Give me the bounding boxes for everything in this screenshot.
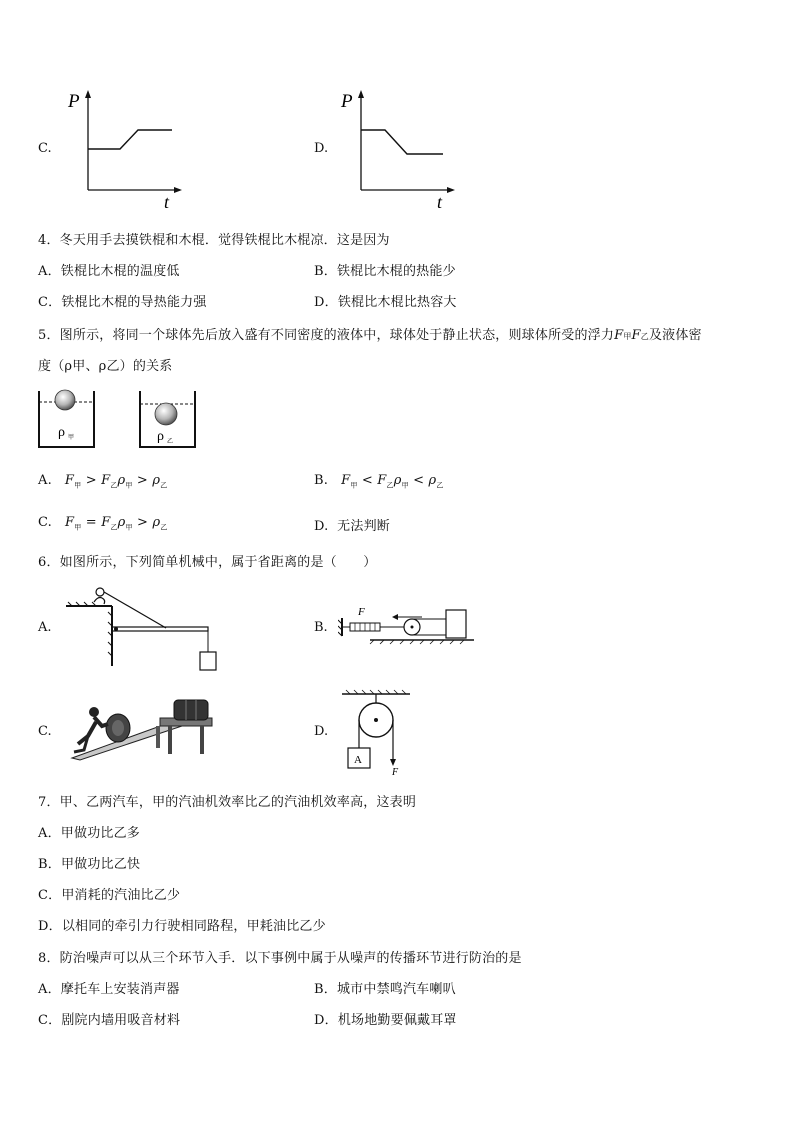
q7-option-b[interactable]: B．甲做功比乙快 bbox=[38, 857, 141, 872]
force-label: F bbox=[358, 606, 365, 618]
question-8-stem: 8．防治噪声可以从三个环节入手．以下事例中属于从噪声的传播环节进行防治的是 bbox=[38, 951, 522, 966]
q8-option-d[interactable]: D．机场地勤要佩戴耳罩 bbox=[314, 1013, 457, 1028]
q8-option-c[interactable]: C．剧院内墙用吸音材料 bbox=[38, 1013, 181, 1028]
q5-option-d[interactable]: D. 无法判断 bbox=[314, 519, 390, 534]
q5-figure bbox=[36, 388, 216, 452]
q6-figure-a-lever bbox=[64, 578, 224, 678]
force-label: F bbox=[392, 767, 399, 776]
svg-text:乙: 乙 bbox=[167, 439, 174, 445]
q6-figure-c-ramp bbox=[64, 696, 224, 764]
q8-option-a[interactable]: A．摩托车上安装消声器 bbox=[38, 982, 180, 997]
question-6-stem: 6．如图所示，下列简单机械中，属于省距离的是（ ） bbox=[38, 555, 377, 570]
q5-option-b[interactable]: B. $F_甲 < F_乙\rho_甲 < \rho_乙$ bbox=[314, 473, 444, 490]
question-7-stem: 7．甲、乙两汽车，甲的汽油机效率比乙的汽油机效率高，这表明 bbox=[38, 795, 417, 810]
block bbox=[446, 610, 466, 638]
q5-option-a[interactable]: A. $F_甲 > F_乙\rho_甲 > \rho_乙$ bbox=[38, 473, 168, 490]
q5-option-c[interactable]: C. $F_甲 = F_乙\rho_甲 > \rho_乙$ bbox=[38, 515, 168, 532]
barrel-top bbox=[174, 700, 208, 720]
q7-option-a[interactable]: A．甲做功比乙多 bbox=[38, 826, 140, 841]
q4-option-d[interactable]: D．铁棍比木棍比热容大 bbox=[314, 295, 457, 310]
question-5-stem-line1: 5．图所示，将同一个球体先后放入盛有不同密度的液体中，球体处于静止状态，则球体所受的浮力F甲F乙及液体密 bbox=[38, 328, 702, 343]
q4-option-a[interactable]: A．铁棍比木棍的温度低 bbox=[38, 264, 180, 279]
svg-text:甲: 甲 bbox=[68, 435, 75, 441]
question-4-stem: 4．冬天用手去摸铁棍和木棍．觉得铁棍比木棍凉．这是因为 bbox=[38, 233, 390, 248]
q7-option-c[interactable]: C．甲消耗的汽油比乙少 bbox=[38, 888, 181, 903]
ball-left bbox=[55, 390, 75, 410]
p-t-curve bbox=[361, 130, 443, 154]
q8-option-b[interactable]: B．城市中禁鸣汽车喇叭 bbox=[314, 982, 456, 997]
option-c-letter: C. bbox=[38, 141, 52, 156]
q6-option-d-letter[interactable]: D. bbox=[314, 724, 329, 739]
rho-right-label: ρ bbox=[157, 429, 164, 444]
option-d-letter: D. bbox=[314, 141, 329, 156]
person-icon bbox=[89, 707, 99, 717]
axis-y-label: P bbox=[68, 91, 80, 112]
q6-option-a-letter[interactable]: A. bbox=[38, 620, 52, 635]
q4-option-b[interactable]: B．铁棍比木棍的热能少 bbox=[314, 264, 456, 279]
p-t-curve bbox=[88, 130, 172, 149]
graph-d bbox=[333, 88, 463, 210]
q6-option-b-letter[interactable]: B. bbox=[314, 620, 328, 635]
ball-right bbox=[155, 403, 177, 425]
q4-option-c[interactable]: C．铁棍比木棍的导热能力强 bbox=[38, 295, 207, 310]
q6-figure-b-pulley bbox=[338, 600, 478, 650]
axis-y-label: P bbox=[341, 91, 353, 112]
q6-figure-d-fixed-pulley bbox=[338, 686, 418, 776]
graph-c bbox=[60, 88, 190, 210]
question-5-stem-line2: 度（ρ甲、ρ乙）的关系 bbox=[38, 359, 173, 374]
q7-option-d[interactable]: D．以相同的牵引力行驶相同路程，甲耗油比乙少 bbox=[38, 919, 326, 934]
block-a-label: A bbox=[354, 754, 362, 766]
rho-left-label: ρ bbox=[58, 425, 65, 440]
person-icon bbox=[96, 588, 104, 596]
q6-option-c-letter[interactable]: C. bbox=[38, 724, 52, 739]
axis-x-label: t bbox=[164, 192, 170, 210]
axis-x-label: t bbox=[437, 192, 443, 210]
weight-block bbox=[200, 652, 216, 670]
